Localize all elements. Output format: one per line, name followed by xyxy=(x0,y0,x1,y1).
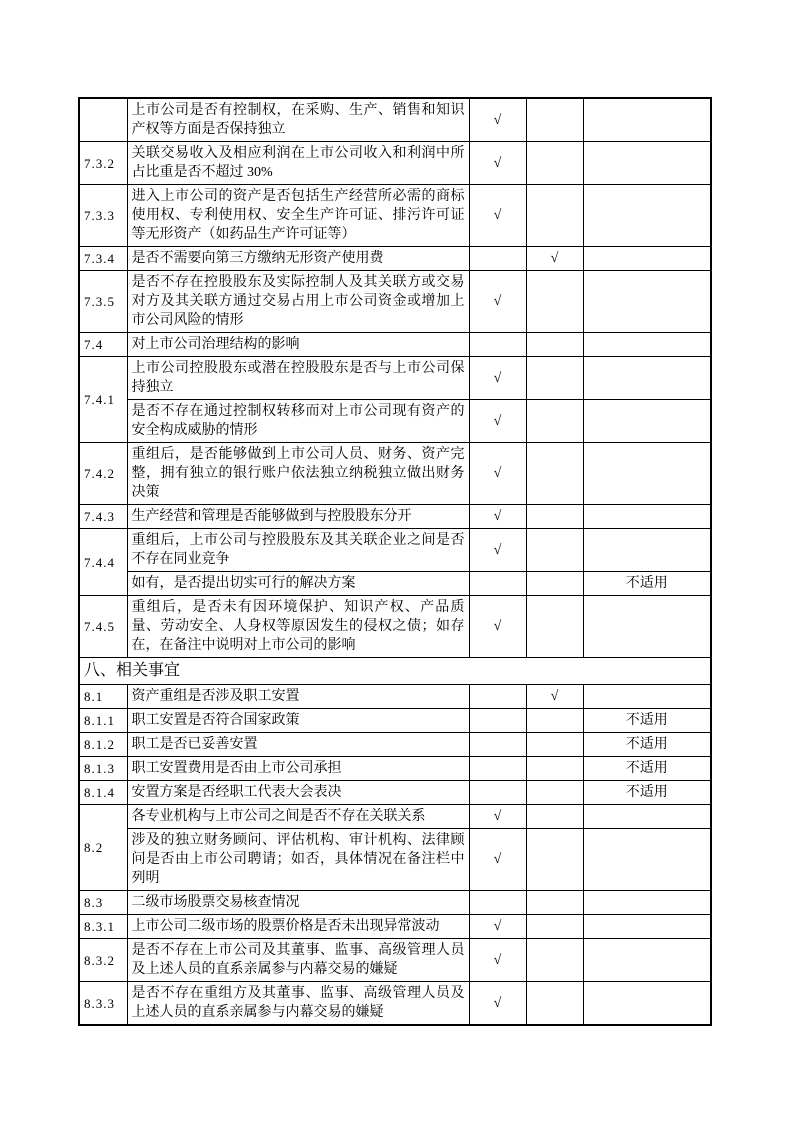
table-row xyxy=(79,98,711,142)
check-column-1: √ xyxy=(469,505,526,529)
row-number xyxy=(79,98,127,142)
row-number: 7.3.3 xyxy=(79,185,127,247)
checklist-table xyxy=(78,97,712,1026)
check-column-1: √ xyxy=(469,529,526,572)
row-description: 对上市公司治理结构的影响 xyxy=(127,333,469,357)
table-row xyxy=(79,333,711,357)
row-number: 8.1.4 xyxy=(79,781,127,805)
check-column-1 xyxy=(469,247,526,271)
table-row xyxy=(79,400,711,443)
check-column-1: √ xyxy=(469,400,526,443)
check-column-2 xyxy=(526,185,583,247)
remark-cell xyxy=(583,357,711,400)
check-column-1: √ xyxy=(469,915,526,939)
check-column-1 xyxy=(469,572,526,596)
remark-cell: 不适用 xyxy=(583,757,711,781)
table-row xyxy=(79,443,711,505)
check-column-2: √ xyxy=(526,247,583,271)
table-row xyxy=(79,805,711,829)
remark-cell xyxy=(583,596,711,658)
remark-cell: 不适用 xyxy=(583,572,711,596)
row-description: 职工是否已妥善安置 xyxy=(127,733,469,757)
row-number: 7.4.3 xyxy=(79,505,127,529)
remark-cell xyxy=(583,891,711,915)
row-description: 进入上市公司的资产是否包括生产经营所必需的商标使用权、专利使用权、安全生产许可证、排污许可证等无形资产（如药品生产许可证等） xyxy=(127,185,469,247)
remark-cell xyxy=(583,982,711,1026)
check-column-1 xyxy=(469,891,526,915)
check-column-2 xyxy=(526,709,583,733)
row-number: 8.1.3 xyxy=(79,757,127,781)
check-column-2 xyxy=(526,357,583,400)
row-number: 8.1.1 xyxy=(79,709,127,733)
check-column-2 xyxy=(526,333,583,357)
table-row xyxy=(79,596,711,658)
check-column-2 xyxy=(526,400,583,443)
row-description: 各专业机构与上市公司之间是否不存在关联关系 xyxy=(127,805,469,829)
table-row xyxy=(79,271,711,333)
check-column-2 xyxy=(526,596,583,658)
table-row xyxy=(79,781,711,805)
check-column-2 xyxy=(526,982,583,1026)
remark-cell xyxy=(583,247,711,271)
row-description: 上市公司是否有控制权，在采购、生产、销售和知识产权等方面是否保持独立 xyxy=(127,98,469,142)
check-column-1 xyxy=(469,781,526,805)
check-column-1: √ xyxy=(469,443,526,505)
row-number: 7.4 xyxy=(79,333,127,357)
check-column-2 xyxy=(526,529,583,572)
row-description: 上市公司控股股东或潜在控股股东是否与上市公司保持独立 xyxy=(127,357,469,400)
table-row xyxy=(79,572,711,596)
remark-cell xyxy=(583,939,711,982)
check-column-1: √ xyxy=(469,271,526,333)
remark-cell xyxy=(583,805,711,829)
remark-cell xyxy=(583,915,711,939)
check-column-2: √ xyxy=(526,685,583,709)
row-number: 7.3.4 xyxy=(79,247,127,271)
table-row xyxy=(79,733,711,757)
remark-cell xyxy=(583,98,711,142)
table-row xyxy=(79,142,711,185)
remark-cell xyxy=(583,271,711,333)
check-column-2 xyxy=(526,443,583,505)
row-description: 如有，是否提出切实可行的解决方案 xyxy=(127,572,469,596)
check-column-1 xyxy=(469,733,526,757)
row-number: 8.3 xyxy=(79,891,127,915)
table-row xyxy=(79,891,711,915)
row-number: 8.3.1 xyxy=(79,915,127,939)
table-row xyxy=(79,247,711,271)
check-column-2 xyxy=(526,733,583,757)
row-description: 职工安置是否符合国家政策 xyxy=(127,709,469,733)
table-row xyxy=(79,757,711,781)
check-column-2 xyxy=(526,505,583,529)
checklist-table-body xyxy=(79,98,711,1025)
remark-cell xyxy=(583,685,711,709)
check-column-2 xyxy=(526,572,583,596)
check-column-1 xyxy=(469,709,526,733)
row-number: 8.2 xyxy=(79,805,127,891)
check-column-1: √ xyxy=(469,805,526,829)
row-description: 重组后，上市公司与控股股东及其关联企业之间是否不存在同业竞争 xyxy=(127,529,469,572)
check-column-1 xyxy=(469,333,526,357)
check-column-2 xyxy=(526,142,583,185)
table-row xyxy=(79,185,711,247)
row-description: 是否不存在通过控制权转移而对上市公司现有资产的安全构成威胁的情形 xyxy=(127,400,469,443)
table-row xyxy=(79,709,711,733)
check-column-1: √ xyxy=(469,596,526,658)
check-column-2 xyxy=(526,781,583,805)
remark-cell: 不适用 xyxy=(583,733,711,757)
remark-cell xyxy=(583,185,711,247)
remark-cell xyxy=(583,142,711,185)
check-column-1: √ xyxy=(469,357,526,400)
check-column-1 xyxy=(469,757,526,781)
remark-cell xyxy=(583,443,711,505)
row-description: 上市公司二级市场的股票价格是否未出现异常波动 xyxy=(127,915,469,939)
table-row xyxy=(79,982,711,1026)
check-column-2 xyxy=(526,829,583,891)
table-row xyxy=(79,505,711,529)
check-column-2 xyxy=(526,805,583,829)
remark-cell: 不适用 xyxy=(583,781,711,805)
row-number: 8.1.2 xyxy=(79,733,127,757)
check-column-1: √ xyxy=(469,939,526,982)
row-description: 资产重组是否涉及职工安置 xyxy=(127,685,469,709)
row-number: 7.4.2 xyxy=(79,443,127,505)
row-number: 8.3.2 xyxy=(79,939,127,982)
check-column-1: √ xyxy=(469,982,526,1026)
row-description: 涉及的独立财务顾问、评估机构、审计机构、法律顾问是否由上市公司聘请；如否，具体情况在备注栏中列明 xyxy=(127,829,469,891)
row-description: 二级市场股票交易核查情况 xyxy=(127,891,469,915)
check-column-1 xyxy=(469,685,526,709)
section-title: 八、相关事宜 xyxy=(79,658,711,685)
row-description: 是否不存在上市公司及其董事、监事、高级管理人员及上述人员的直系亲属参与内幕交易的嫌疑 xyxy=(127,939,469,982)
check-column-1: √ xyxy=(469,142,526,185)
table-row xyxy=(79,939,711,982)
row-description: 关联交易收入及相应利润在上市公司收入和利润中所占比重是否不超过 30% xyxy=(127,142,469,185)
check-column-2 xyxy=(526,891,583,915)
row-description: 是否不存在控股股东及实际控制人及其关联方或交易对方及其关联方通过交易占用上市公司资金或增加上市公司风险的情形 xyxy=(127,271,469,333)
remark-cell xyxy=(583,529,711,572)
check-column-1: √ xyxy=(469,185,526,247)
remark-cell xyxy=(583,333,711,357)
check-column-2 xyxy=(526,757,583,781)
row-number: 7.4.4 xyxy=(79,529,127,596)
table-row xyxy=(79,829,711,891)
remark-cell xyxy=(583,829,711,891)
row-description: 是否不需要向第三方缴纳无形资产使用费 xyxy=(127,247,469,271)
check-column-2 xyxy=(526,271,583,333)
table-row xyxy=(79,915,711,939)
row-description: 重组后，是否能够做到上市公司人员、财务、资产完整，拥有独立的银行账户依法独立纳税独立做出财务决策 xyxy=(127,443,469,505)
check-column-2 xyxy=(526,939,583,982)
row-number: 8.3.3 xyxy=(79,982,127,1026)
row-description: 职工安置费用是否由上市公司承担 xyxy=(127,757,469,781)
row-description: 安置方案是否经职工代表大会表决 xyxy=(127,781,469,805)
check-column-2 xyxy=(526,98,583,142)
remark-cell: 不适用 xyxy=(583,709,711,733)
table-row xyxy=(79,529,711,572)
row-number: 7.4.1 xyxy=(79,357,127,443)
row-description: 是否不存在重组方及其董事、监事、高级管理人员及上述人员的直系亲属参与内幕交易的嫌疑 xyxy=(127,982,469,1026)
row-number: 7.4.5 xyxy=(79,596,127,658)
check-column-2 xyxy=(526,915,583,939)
remark-cell xyxy=(583,505,711,529)
remark-cell xyxy=(583,400,711,443)
row-number: 8.1 xyxy=(79,685,127,709)
section-header-row xyxy=(79,658,711,685)
check-column-1: √ xyxy=(469,98,526,142)
check-column-1: √ xyxy=(469,829,526,891)
table-row xyxy=(79,685,711,709)
row-description: 生产经营和管理是否能够做到与控股股东分开 xyxy=(127,505,469,529)
table-row xyxy=(79,357,711,400)
row-description: 重组后，是否未有因环境保护、知识产权、产品质量、劳动安全、人身权等原因发生的侵权之债；如存在，在备注中说明对上市公司的影响 xyxy=(127,596,469,658)
row-number: 7.3.5 xyxy=(79,271,127,333)
row-number: 7.3.2 xyxy=(79,142,127,185)
